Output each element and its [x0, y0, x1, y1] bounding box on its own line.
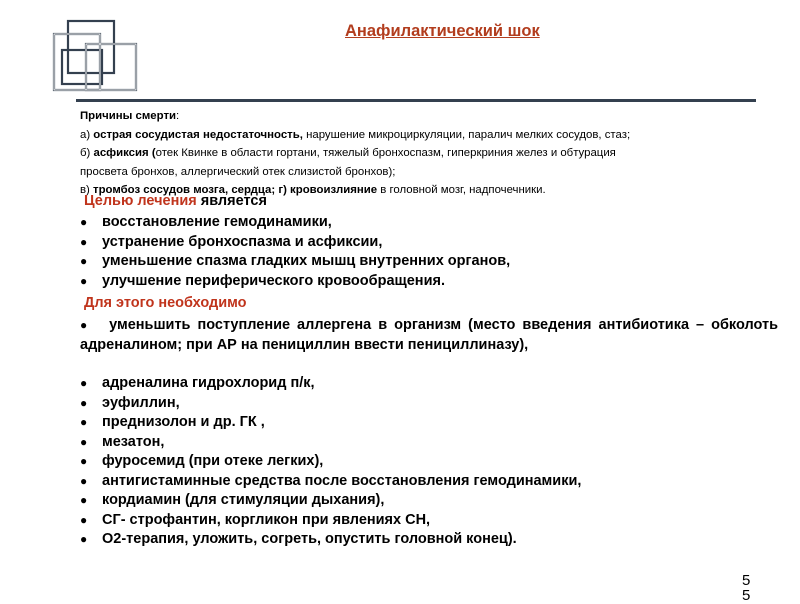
list-item: ● адреналина гидрохлорид п/к,: [80, 374, 581, 394]
cause-a-bold: острая сосудистая недостаточность,: [93, 128, 303, 141]
cause-a-rest: нарушение микроциркуляции, паралич мелких сосудов, стаз;: [302, 128, 631, 141]
causes-of-death-block: [80, 107, 780, 200]
needed-list: [80, 374, 581, 550]
treatment-goal-black: является: [196, 193, 267, 209]
needed-first-item: [80, 316, 778, 355]
cause-b-line: [80, 144, 780, 163]
cause-b-line-2: просвета бронхов, аллергический отек слизистой бронхов);: [80, 165, 396, 178]
list-item: ● преднизолон и др. ГК ,: [80, 413, 581, 433]
treatment-goal-list: [80, 213, 510, 291]
cause-c-rest: в головной мозг, надпочечники.: [377, 184, 546, 196]
list-item: ● уменьшение спазма гладких мышц внутренних органов,: [80, 252, 510, 272]
cause-b-bold: асфиксия (: [93, 147, 156, 159]
list-item: ● улучшение периферического кровообращения.: [80, 272, 510, 292]
list-item: ● фуросемид (при отеке легких),: [80, 452, 581, 472]
overlapping-squares-logo-icon: [50, 18, 142, 92]
slide-title: Анафилактический шок: [345, 22, 540, 40]
cause-a-prefix: а): [80, 128, 94, 141]
treatment-goal-red: Целью лечения: [84, 193, 197, 209]
cause-a-line: [80, 126, 780, 145]
causes-heading-line: [80, 107, 780, 126]
title-divider: [76, 99, 756, 102]
cause-c-bold: тромбоз сосудов мозга, сердца; г) кровоизлияние: [93, 184, 378, 196]
causes-heading: Причины смерти: [80, 110, 177, 122]
list-item: ● антигистаминные средства после восстановления гемодинамики,: [80, 472, 581, 492]
cause-c-prefix: в): [80, 184, 94, 196]
list-item: ● восстановление гемодинамики,: [80, 213, 510, 233]
treatment-goal-heading: [84, 193, 267, 209]
list-item: ● мезатон,: [80, 433, 581, 453]
causes-heading-colon: :: [176, 110, 180, 122]
cause-b-prefix: б): [80, 147, 94, 159]
list-item: ● устранение бронхоспазма и асфиксии,: [80, 233, 510, 253]
list-item: ● эуфиллин,: [80, 394, 581, 414]
needed-first-item-text: уменьшить поступление аллергена в организм (место введения антибиотика – обколоть адреналином; при АР на пенициллин ввести пенициллиназу),: [80, 317, 779, 353]
bullet-icon: ●: [80, 318, 110, 332]
cause-b-rest: отек Квинке в области гортани, тяжелый бронхоспазм, гиперкриния желез и обтурация: [155, 147, 616, 159]
list-item: ● СГ- строфантин, коргликон при явлениях СН,: [80, 511, 581, 531]
needed-heading: Для этого необходимо: [84, 295, 247, 311]
list-item: ● О2-терапия, уложить, согреть, опустить головной конец).: [80, 530, 581, 550]
page-number: 55: [742, 572, 751, 604]
list-item: ● кордиамин (для стимуляции дыхания),: [80, 491, 581, 511]
